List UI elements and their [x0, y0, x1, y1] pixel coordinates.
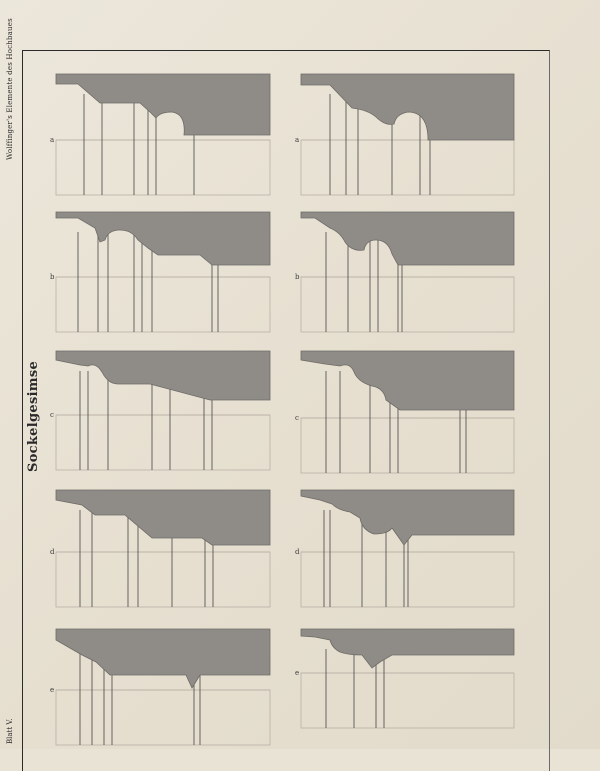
baseline-box [301, 418, 514, 473]
baseline-box [56, 277, 270, 332]
moulding-profile [301, 74, 514, 140]
figure-letter: d [295, 548, 300, 556]
moulding-profile [301, 351, 514, 410]
moulding-profile [301, 490, 514, 545]
baseline-box [301, 673, 514, 728]
figure-letter: e [50, 686, 55, 694]
baseline-box [56, 690, 270, 745]
baseline-box [301, 140, 514, 195]
figure-letter: b [50, 273, 55, 281]
plate-footer: Blatt V. [6, 718, 14, 744]
figure-letter: c [50, 411, 54, 419]
figure-letter: c [295, 414, 299, 422]
figure-letter: e [295, 669, 300, 677]
figure-letter: a [295, 136, 300, 144]
figure-letter: a [50, 136, 55, 144]
moulding-profile [301, 212, 514, 265]
moulding-profile [56, 212, 270, 265]
plate-title: Sockelgesimse [26, 360, 41, 472]
moulding-profile [56, 490, 270, 545]
moulding-profile [56, 629, 270, 688]
baseline-box [56, 552, 270, 607]
figure-letter: b [295, 273, 300, 281]
plate-header: Wolffinger's Elemente des Hochbaues [6, 18, 14, 160]
baseline-box [301, 277, 514, 332]
moulding-profile [56, 74, 270, 135]
figure-letter: d [50, 548, 55, 556]
baseline-box [56, 140, 270, 195]
moulding-profile [301, 629, 514, 668]
